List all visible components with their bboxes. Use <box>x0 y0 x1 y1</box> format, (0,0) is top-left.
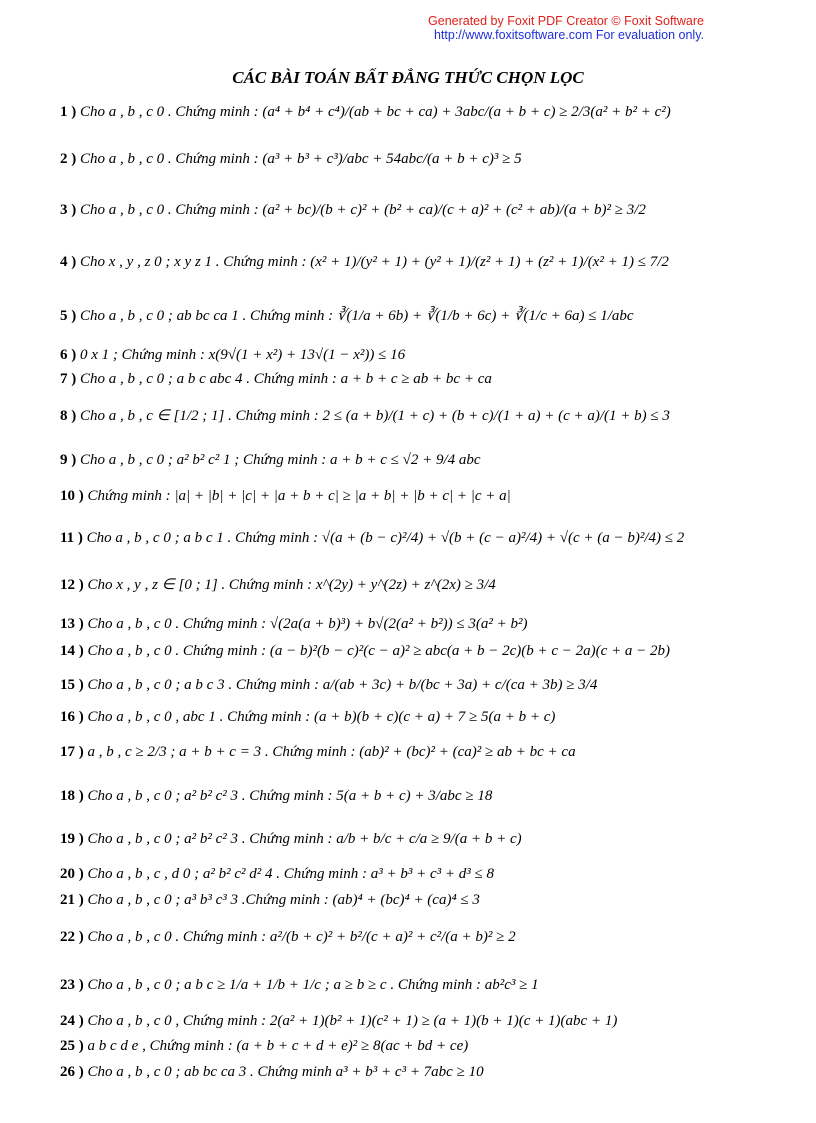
problem-condition: Cho x , y , z 0 ; x y z 1 . Chứng minh : <box>80 254 307 270</box>
problem-number: 18 ) <box>60 788 84 804</box>
problem-expression: ∈ [1/2 ; 1] . Chứng minh : 2 ≤ (a + b)/(1 + c) + (b + c)/(1 + a) + (c + a)/(1 + b) ≤ 3 <box>156 408 670 424</box>
problem-expression: a²/(b + c)² + b²/(c + a)² + c²/(a + b)² ≥ 2 <box>269 929 516 945</box>
problem-expression: x(9√(1 + x²) + 13√(1 − x²)) ≤ 16 <box>208 347 406 363</box>
problem-expression: ∈ [0 ; 1] . Chứng minh : x^(2y) + y^(2z) + z^(2x) ≥ 3/4 <box>161 577 496 593</box>
problem-number: 22 ) <box>60 929 84 945</box>
problem-condition: Cho a , b , c 0 . Chứng minh : <box>80 202 259 218</box>
problem-number: 10 ) <box>60 488 84 504</box>
problem-expression: 5(a + b + c) + 3/abc ≥ 18 <box>336 788 493 804</box>
problem-number: 11 ) <box>60 530 83 546</box>
problem-condition: Cho a , b , c <box>80 408 153 424</box>
problem-number: 15 ) <box>60 677 84 693</box>
problem-expression: (a² + bc)/(b + c)² + (b² + ca)/(c + a)² + (c² + ab)/(a + b)² ≥ 3/2 <box>262 202 646 218</box>
problem-expression: |a| + |b| + |c| + |a + b + c| ≥ |a + b| + |b + c| + |c + a| <box>174 488 511 504</box>
problem-number: 26 ) <box>60 1064 84 1080</box>
problem-condition: Cho a , b , c 0 ; a b c 3 . Chứng minh : <box>87 677 319 693</box>
problem-18 <box>60 788 780 805</box>
problem-5 <box>60 306 780 325</box>
page-title: CÁC BÀI TOÁN BẤT ĐẲNG THỨC CHỌN LỌC <box>232 68 584 87</box>
watermark <box>428 14 704 42</box>
problem-16 <box>60 709 780 726</box>
problem-number: 2 ) <box>60 151 77 167</box>
problem-expression: ≥ 1/a + 1/b + 1/c ; a ≥ b ≥ c . Chứng minh : ab²c³ ≥ 1 <box>217 977 539 993</box>
problem-number: 24 ) <box>60 1013 84 1029</box>
problem-number: 14 ) <box>60 643 84 659</box>
problem-number: 13 ) <box>60 616 84 632</box>
problem-expression: (ab)⁴ + (bc)⁴ + (ca)⁴ ≤ 3 <box>332 892 480 908</box>
problem-expression: a/b + b/c + c/a ≥ 9/(a + b + c) <box>336 831 522 847</box>
problem-condition: 0 x 1 ; Chứng minh : <box>80 347 205 363</box>
problem-expression: (a − b)²(b − c)²(c − a)² ≥ abc(a + b − 2c)(b + c − 2a)(c + a − 2b) <box>269 643 671 659</box>
problem-number: 23 ) <box>60 977 84 993</box>
problem-21 <box>60 892 780 909</box>
problem-condition: Cho a , b , c 0 . Chứng minh : <box>80 151 259 167</box>
problem-expression: ∛(1/a + 6b) + ∛(1/b + 6c) + ∛(1/c + 6a) ≤ 1/abc <box>336 308 634 324</box>
problem-expression: ≥ 2/3 ; a + b + c = 3 . Chứng minh : (ab)² + (bc)² + (ca)² ≥ ab + bc + ca <box>135 744 576 760</box>
problem-expression: a³ + b³ + c³ + d³ ≤ 8 <box>370 866 494 882</box>
problem-condition: Cho a , b , c 0 ; a² b² c² 3 . Chứng minh : <box>87 788 333 804</box>
problem-condition: Cho a , b , c 0 . Chứng minh : <box>87 616 267 632</box>
problem-number: 25 ) <box>60 1038 84 1054</box>
problem-10 <box>60 488 780 505</box>
problem-7 <box>60 371 780 388</box>
problem-condition: a b c d e , Chứng minh : <box>87 1038 233 1054</box>
problem-13 <box>60 616 780 633</box>
problem-condition: a , b , c <box>87 744 132 760</box>
problem-expression: a + b + c ≤ √2 + 9/4 abc <box>329 452 481 468</box>
problem-number: 20 ) <box>60 866 84 882</box>
problem-condition: Cho a , b , c 0 ; ab bc ca 1 . Chứng minh : <box>80 308 334 324</box>
problem-condition: Cho a , b , c 0 ; a b c <box>87 977 214 993</box>
problem-number: 1 ) <box>60 104 77 120</box>
problem-number: 19 ) <box>60 831 84 847</box>
problem-14 <box>60 643 780 660</box>
problem-condition: Cho a , b , c 0 ; a b c abc 4 . Chứng minh : <box>80 371 337 387</box>
problem-condition: Cho a , b , c 0 , abc 1 . Chứng minh : <box>87 709 311 725</box>
problem-condition: Cho a , b , c 0 , Chứng minh : <box>87 1013 267 1029</box>
watermark-line-1: Generated by Foxit PDF Creator © Foxit Software <box>428 14 704 28</box>
problem-1 <box>60 104 780 121</box>
problem-22 <box>60 929 780 946</box>
problem-expression: (a + b + c + d + e)² ≥ 8(ac + bd + ce) <box>236 1038 469 1054</box>
problem-condition: Cho a , b , c 0 ; a² b² c² 1 ; Chứng minh : <box>80 452 327 468</box>
problem-4 <box>60 254 780 271</box>
problem-number: 9 ) <box>60 452 77 468</box>
problem-9 <box>60 452 780 469</box>
problem-number: 6 ) <box>60 347 77 363</box>
problem-17 <box>60 744 780 761</box>
problem-6 <box>60 347 780 364</box>
problem-number: 5 ) <box>60 308 77 324</box>
problem-2 <box>60 151 780 168</box>
problem-expression: a/(ab + 3c) + b/(bc + 3a) + c/(ca + 3b) ≥ 3/4 <box>322 677 598 693</box>
problem-condition: Cho a , b , c 0 . Chứng minh : <box>87 929 267 945</box>
problem-condition: Cho a , b , c 0 ; a² b² c² 3 . Chứng minh : <box>87 831 333 847</box>
problem-condition: Cho a , b , c 0 . Chứng minh : <box>80 104 259 120</box>
problem-15 <box>60 677 780 694</box>
problem-expression: (a + b)(b + c)(c + a) + 7 ≥ 5(a + b + c) <box>314 709 556 725</box>
problem-condition: Cho a , b , c , d 0 ; a² b² c² d² 4 . Chứng minh : <box>87 866 367 882</box>
problem-condition: Cho a , b , c 0 ; ab bc ca 3 . Chứng minh <box>87 1064 332 1080</box>
problem-condition: Cho a , b , c 0 . Chứng minh : <box>87 643 267 659</box>
problem-26 <box>60 1064 780 1081</box>
problem-expression: (x² + 1)/(y² + 1) + (y² + 1)/(z² + 1) + (z² + 1)/(x² + 1) ≤ 7/2 <box>310 254 669 270</box>
problem-number: 21 ) <box>60 892 84 908</box>
problem-expression: a + b + c ≥ ab + bc + ca <box>340 371 492 387</box>
watermark-link[interactable]: http://www.foxitsoftware.com For evaluation only. <box>433 28 704 42</box>
problem-23 <box>60 977 780 994</box>
problem-expression: (a⁴ + b⁴ + c⁴)/(ab + bc + ca) + 3abc/(a + b + c) ≥ 2/3(a² + b² + c²) <box>262 104 671 120</box>
problem-condition: Chứng minh : <box>87 488 171 504</box>
problem-expression: (a³ + b³ + c³)/abc + 54abc/(a + b + c)³ ≥ 5 <box>262 151 522 167</box>
problem-expression: 2(a² + 1)(b² + 1)(c² + 1) ≥ (a + 1)(b + 1)(c + 1)(abc + 1) <box>269 1013 618 1029</box>
problem-expression: √(2a(a + b)³) + b√(2(a² + b²)) ≤ 3(a² + b²) <box>269 616 528 632</box>
problem-20 <box>60 866 780 883</box>
problem-19 <box>60 831 780 848</box>
problem-expression: √(a + (b − c)²/4) + √(b + (c − a)²/4) + √(c + (a − b)²/4) ≤ 2 <box>321 530 685 546</box>
problem-number: 4 ) <box>60 254 77 270</box>
problem-3 <box>60 202 780 219</box>
problem-number: 17 ) <box>60 744 84 760</box>
problem-condition: Cho a , b , c 0 ; a³ b³ c³ 3 .Chứng minh : <box>87 892 329 908</box>
problem-number: 8 ) <box>60 408 77 424</box>
problem-number: 16 ) <box>60 709 84 725</box>
problem-8 <box>60 406 780 425</box>
problem-12 <box>60 575 780 594</box>
problem-condition: Cho a , b , c 0 ; a b c 1 . Chứng minh : <box>86 530 319 546</box>
problem-number: 7 ) <box>60 371 77 387</box>
problem-11 <box>60 530 780 547</box>
problem-number: 3 ) <box>60 202 77 218</box>
problem-number: 12 ) <box>60 577 84 593</box>
problem-condition: Cho x , y , z <box>87 577 158 593</box>
problem-expression: a³ + b³ + c³ + 7abc ≥ 10 <box>335 1064 484 1080</box>
problem-24 <box>60 1013 780 1030</box>
problem-25 <box>60 1038 780 1055</box>
